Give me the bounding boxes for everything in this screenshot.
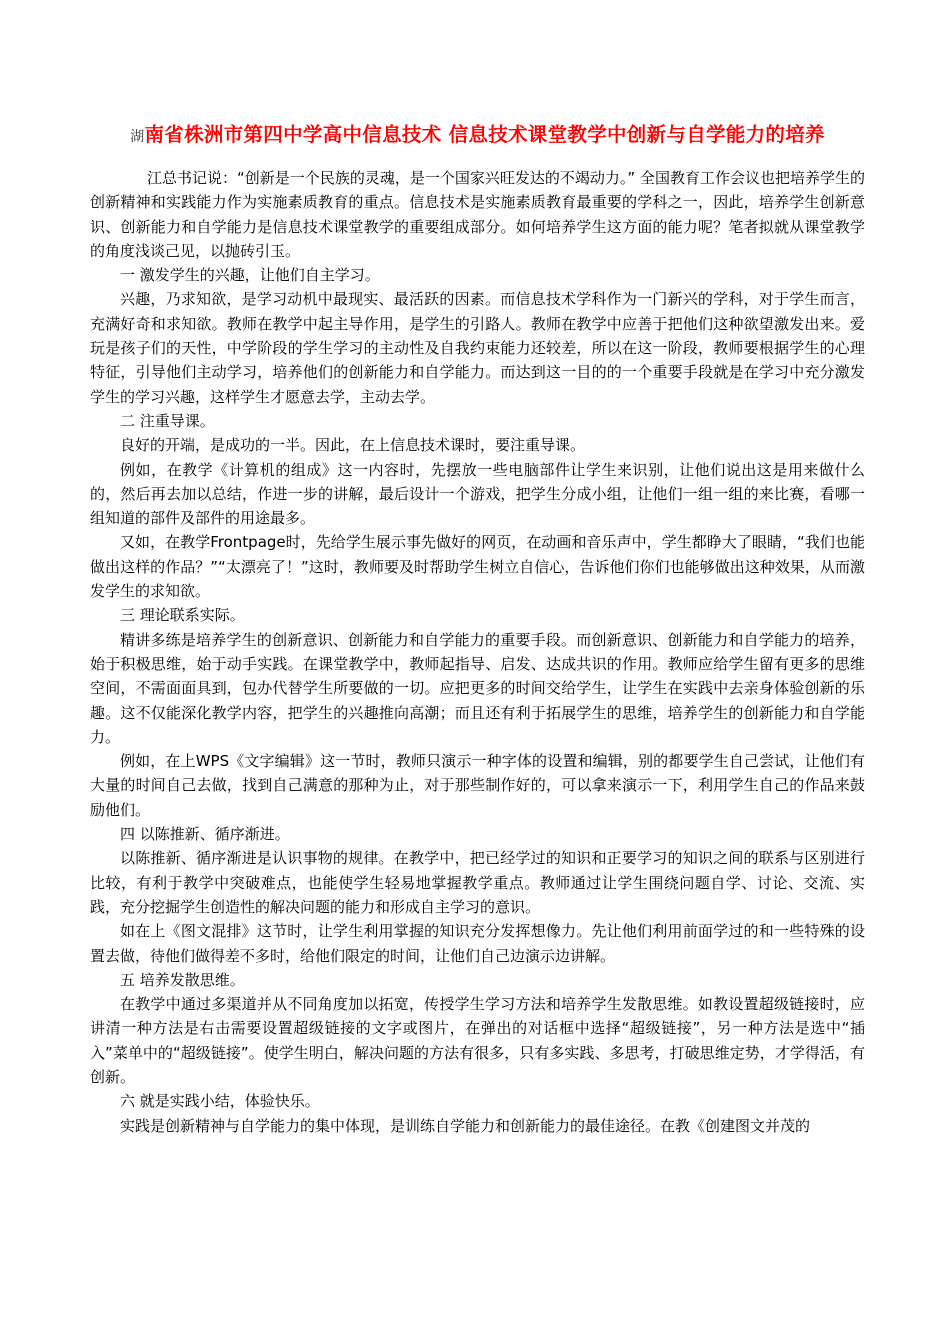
paragraph: 以陈推新、循序渐进是认识事物的规律。在教学中，把已经学过的知识和正要学习的知识之间的联系与区别进行比较，有利于教学中突破难点，也能使学生轻易地掌握教学重点。教师通过让学生围绕问题自学、讨论、交流、实践，充分挖掘学生创造性的解决问题的能力和形成自主学习的意识。 xyxy=(90,849,865,916)
intro-paragraph: 江总书记说：“创新是一个民族的灵魂，是一个国家兴旺发达的不竭动力。” 全国教育工作会议也把培养学生的创新精神和实践能力作为实施素质教育的重点。信息技术是实施素质教育最重要的学科之一，因此，培养学生创新意识、创新能力和自学能力是信息技术课堂教学的重要组成部分。如何培养学生这方面的能力呢？笔者拟就从课堂教学的角度浅谈己见，以抛砖引玉。 xyxy=(90,169,865,260)
paragraph: 实践是创新精神与自学能力的集中体现，是训练自学能力和创新能力的最佳途径。在教《创建图文并茂的 xyxy=(120,1116,811,1135)
section-heading-2: 二 注重导课。 xyxy=(120,411,215,430)
title-prefix: 湖 xyxy=(130,129,145,145)
paragraph: 如在上《图文混排》这节时，让学生利用掌握的知识充分发挥想像力。先让他们利用前面学过的和一些特殊的设置去做，待他们做得差不多时，给他们限定的时间，让他们自己边演示边讲解。 xyxy=(90,922,865,965)
paragraph: 例如，在上WPS《文字编辑》这一节时，教师只演示一种字体的设置和编辑，别的都要学生自己尝试，让他们有大量的时间自己去做，找到自己满意的那种为止，对于那些制作好的，可以拿来演示一下，利用学生自己的作品来鼓励他们。 xyxy=(90,752,865,819)
paragraph: 兴趣，乃求知欲，是学习动机中最现实、最活跃的因素。而信息技术学科作为一门新兴的学科，对于学生而言，充满好奇和求知欲。教师在教学中起主导作用，是学生的引路人。教师在教学中应善于把他们这种欲望激发出来。爱玩是孩子们的天性，中学阶段的学生学习的主动性及自我约束能力还较差，所以在这一阶段，教师要根据学生的心理特征，引导他们主动学习，培养他们的创新能力和自学能力。而达到这一目的的一个重要手段就是在学习中充分激发学生的学习兴趣，这样学生才愿意去学，主动去学。 xyxy=(90,290,865,406)
paragraph: 良好的开端，是成功的一半。因此，在上信息技术课时，要注重导课。 xyxy=(120,436,586,455)
section-heading-1: 一 激发学生的兴趣，让他们自主学习。 xyxy=(120,266,380,285)
title-text: 南省株洲市第四中学高中信息技术 信息技术课堂教学中创新与自学能力的培养 xyxy=(144,123,825,146)
paragraph: 精讲多练是培养学生的创新意识、创新能力和自学能力的重要手段。而创新意识、创新能力和自学能力的培养，始于积极思维，始于动手实践。在课堂教学中，教师起指导、启发、达成共识的作用。教师应给学生留有更多的思维空间，不需面面具到，包办代替学生所要做的一切。应把更多的时间交给学生，让学生在实践中去亲身体验创新的乐趣。这不仅能深化教学内容，把学生的兴趣推向高潮；而且还有利于拓展学生的思维，培养学生的创新能力和自学能力。 xyxy=(90,630,865,746)
section-heading-3: 三 理论联系实际。 xyxy=(120,606,245,625)
document-title xyxy=(90,118,865,154)
paragraph: 例如，在教学《计算机的组成》这一内容时，先摆放一些电脑部件让学生来识别，让他们说出这是用来做什么的，然后再去加以总结，作进一步的讲解，最后设计一个游戏，把学生分成小组，让他们一组一组的来比赛，看哪一组知道的部件及部件的用途最多。 xyxy=(90,460,865,528)
section-heading-6: 六 就是实践小结，体验快乐。 xyxy=(120,1092,320,1111)
paragraph: 又如，在教学Frontpage时，先给学生展示事先做好的网页，在动画和音乐声中，学生都睁大了眼睛，“我们也能做出这样的作品？”“太漂亮了！”这时，教师要及时帮助学生树立自信心，告诉他们你们也能够做出这种效果，从而激发学生的求知欲。 xyxy=(90,533,865,601)
document-page xyxy=(90,118,865,1138)
section-heading-4: 四 以陈推新、循序渐进。 xyxy=(120,825,290,844)
paragraph: 在教学中通过多渠道并从不同角度加以拓宽，传授学生学习方法和培养学生发散思维。如教设置超级链接时，应讲清一种方法是右击需要设置超级链接的文字或图片，在弹出的对话框中选择“超级链接”，另一种方法是选中“插入”菜单中的“超级链接”。使学生明白，解决问题的方法有很多，只有多实践、多思考，打破思维定势，才学得活，有创新。 xyxy=(90,995,865,1086)
section-heading-5: 五 培养发散思维。 xyxy=(120,970,245,989)
document-body xyxy=(90,166,865,1138)
